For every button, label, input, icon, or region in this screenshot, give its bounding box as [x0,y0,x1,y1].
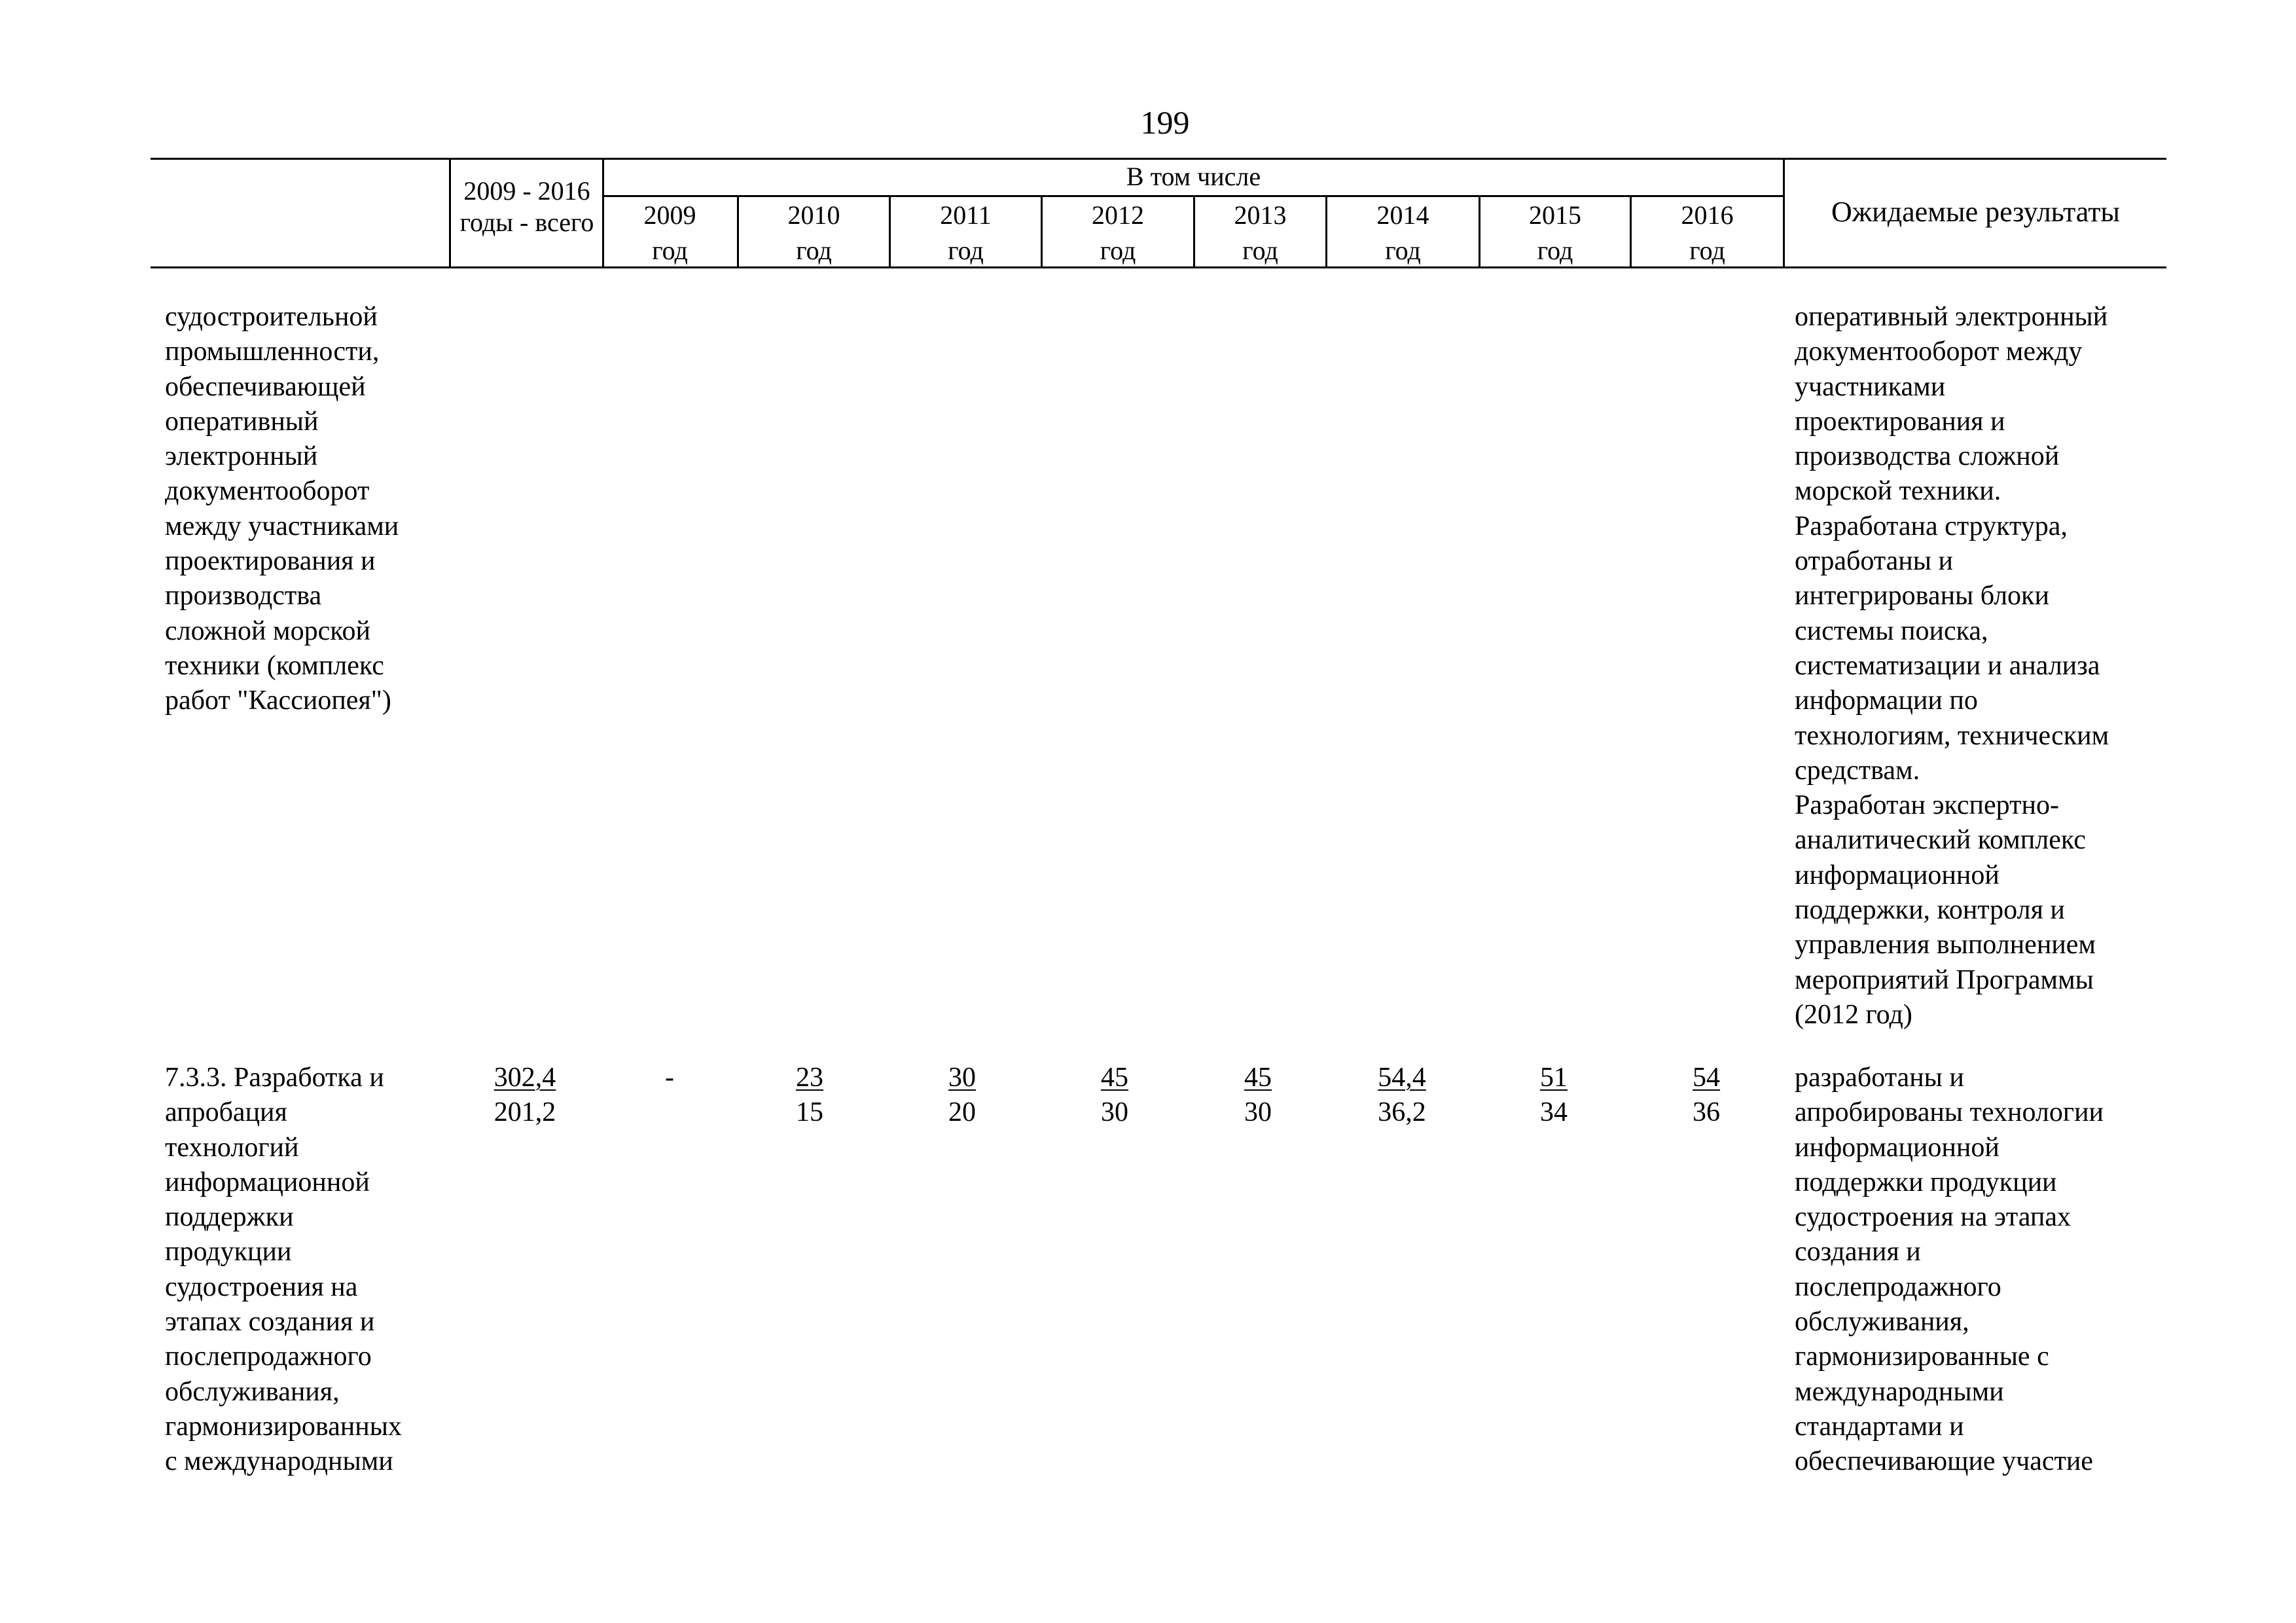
header-year-2014: 2014 год [1376,200,1429,265]
row2-2012: 45 30 [1101,1063,1128,1127]
row2-results: разработаны и апробированы технологии информационной поддержки продукции судостроения на этапах создания и послепродажного обслуживания, гармонизированные с международными стандартами и обеспечивающие участие [1795,1063,2104,1477]
header-year-2009: 2009 год [643,200,696,265]
header-year-2010: 2010 год [787,200,840,265]
divider-name-total [449,158,451,268]
row2-2009: - [665,1063,674,1093]
header-year-2015: 2015 год [1529,200,1581,265]
row2-name: 7.3.3. Разработка и апробация технологий информационной поддержки продукции судостроения на этапах создания и послепродажного обслуживания, гармонизированных с международными [165,1063,402,1477]
header-year-2016: 2016 год [1681,200,1734,265]
header-total [452,175,602,238]
row1-results: оперативный электронный документооборот между участниками проектирования и производства сложной морской техники. Разработана структура, отработаны и интегрированы блоки системы поиска, систематизации и анализа информации по технологиям, техническим средствам. Разработан экспертно- аналитический комплекс информационной поддержки, контроля и управления выполнением мероприятий Программы (2012 год) [1795,302,2109,1030]
row2-2015: 51 34 [1540,1063,1568,1127]
header-including: В том числе [1126,162,1261,191]
row2-2016: 54 36 [1693,1063,1720,1127]
header-top-rule [151,158,2166,160]
header-results: Ожидаемые результаты [1831,196,2120,228]
row2-2011: 30 20 [948,1063,976,1127]
header-total-line2: годы - всего [459,208,594,237]
page-number: 199 [1140,104,1190,141]
header-year-2013: 2013 год [1234,200,1287,265]
header-year-2012: 2012 год [1092,200,1144,265]
row2-2010: 23 15 [796,1063,823,1127]
row2-2013: 45 30 [1244,1063,1272,1127]
row2-2014: 54,4 36,2 [1378,1063,1426,1127]
header-total-line1: 2009 - 2016 [463,176,590,206]
header-year-2011: 2011 год [940,200,992,265]
row2-total: 302,4 201,2 [493,1063,556,1127]
row1-name: судостроительной промышленности, обеспечивающей оперативный электронный документооборот между участниками проектирования и производства сложной морской техники (комплекс работ "Кассиопея") [165,302,399,716]
